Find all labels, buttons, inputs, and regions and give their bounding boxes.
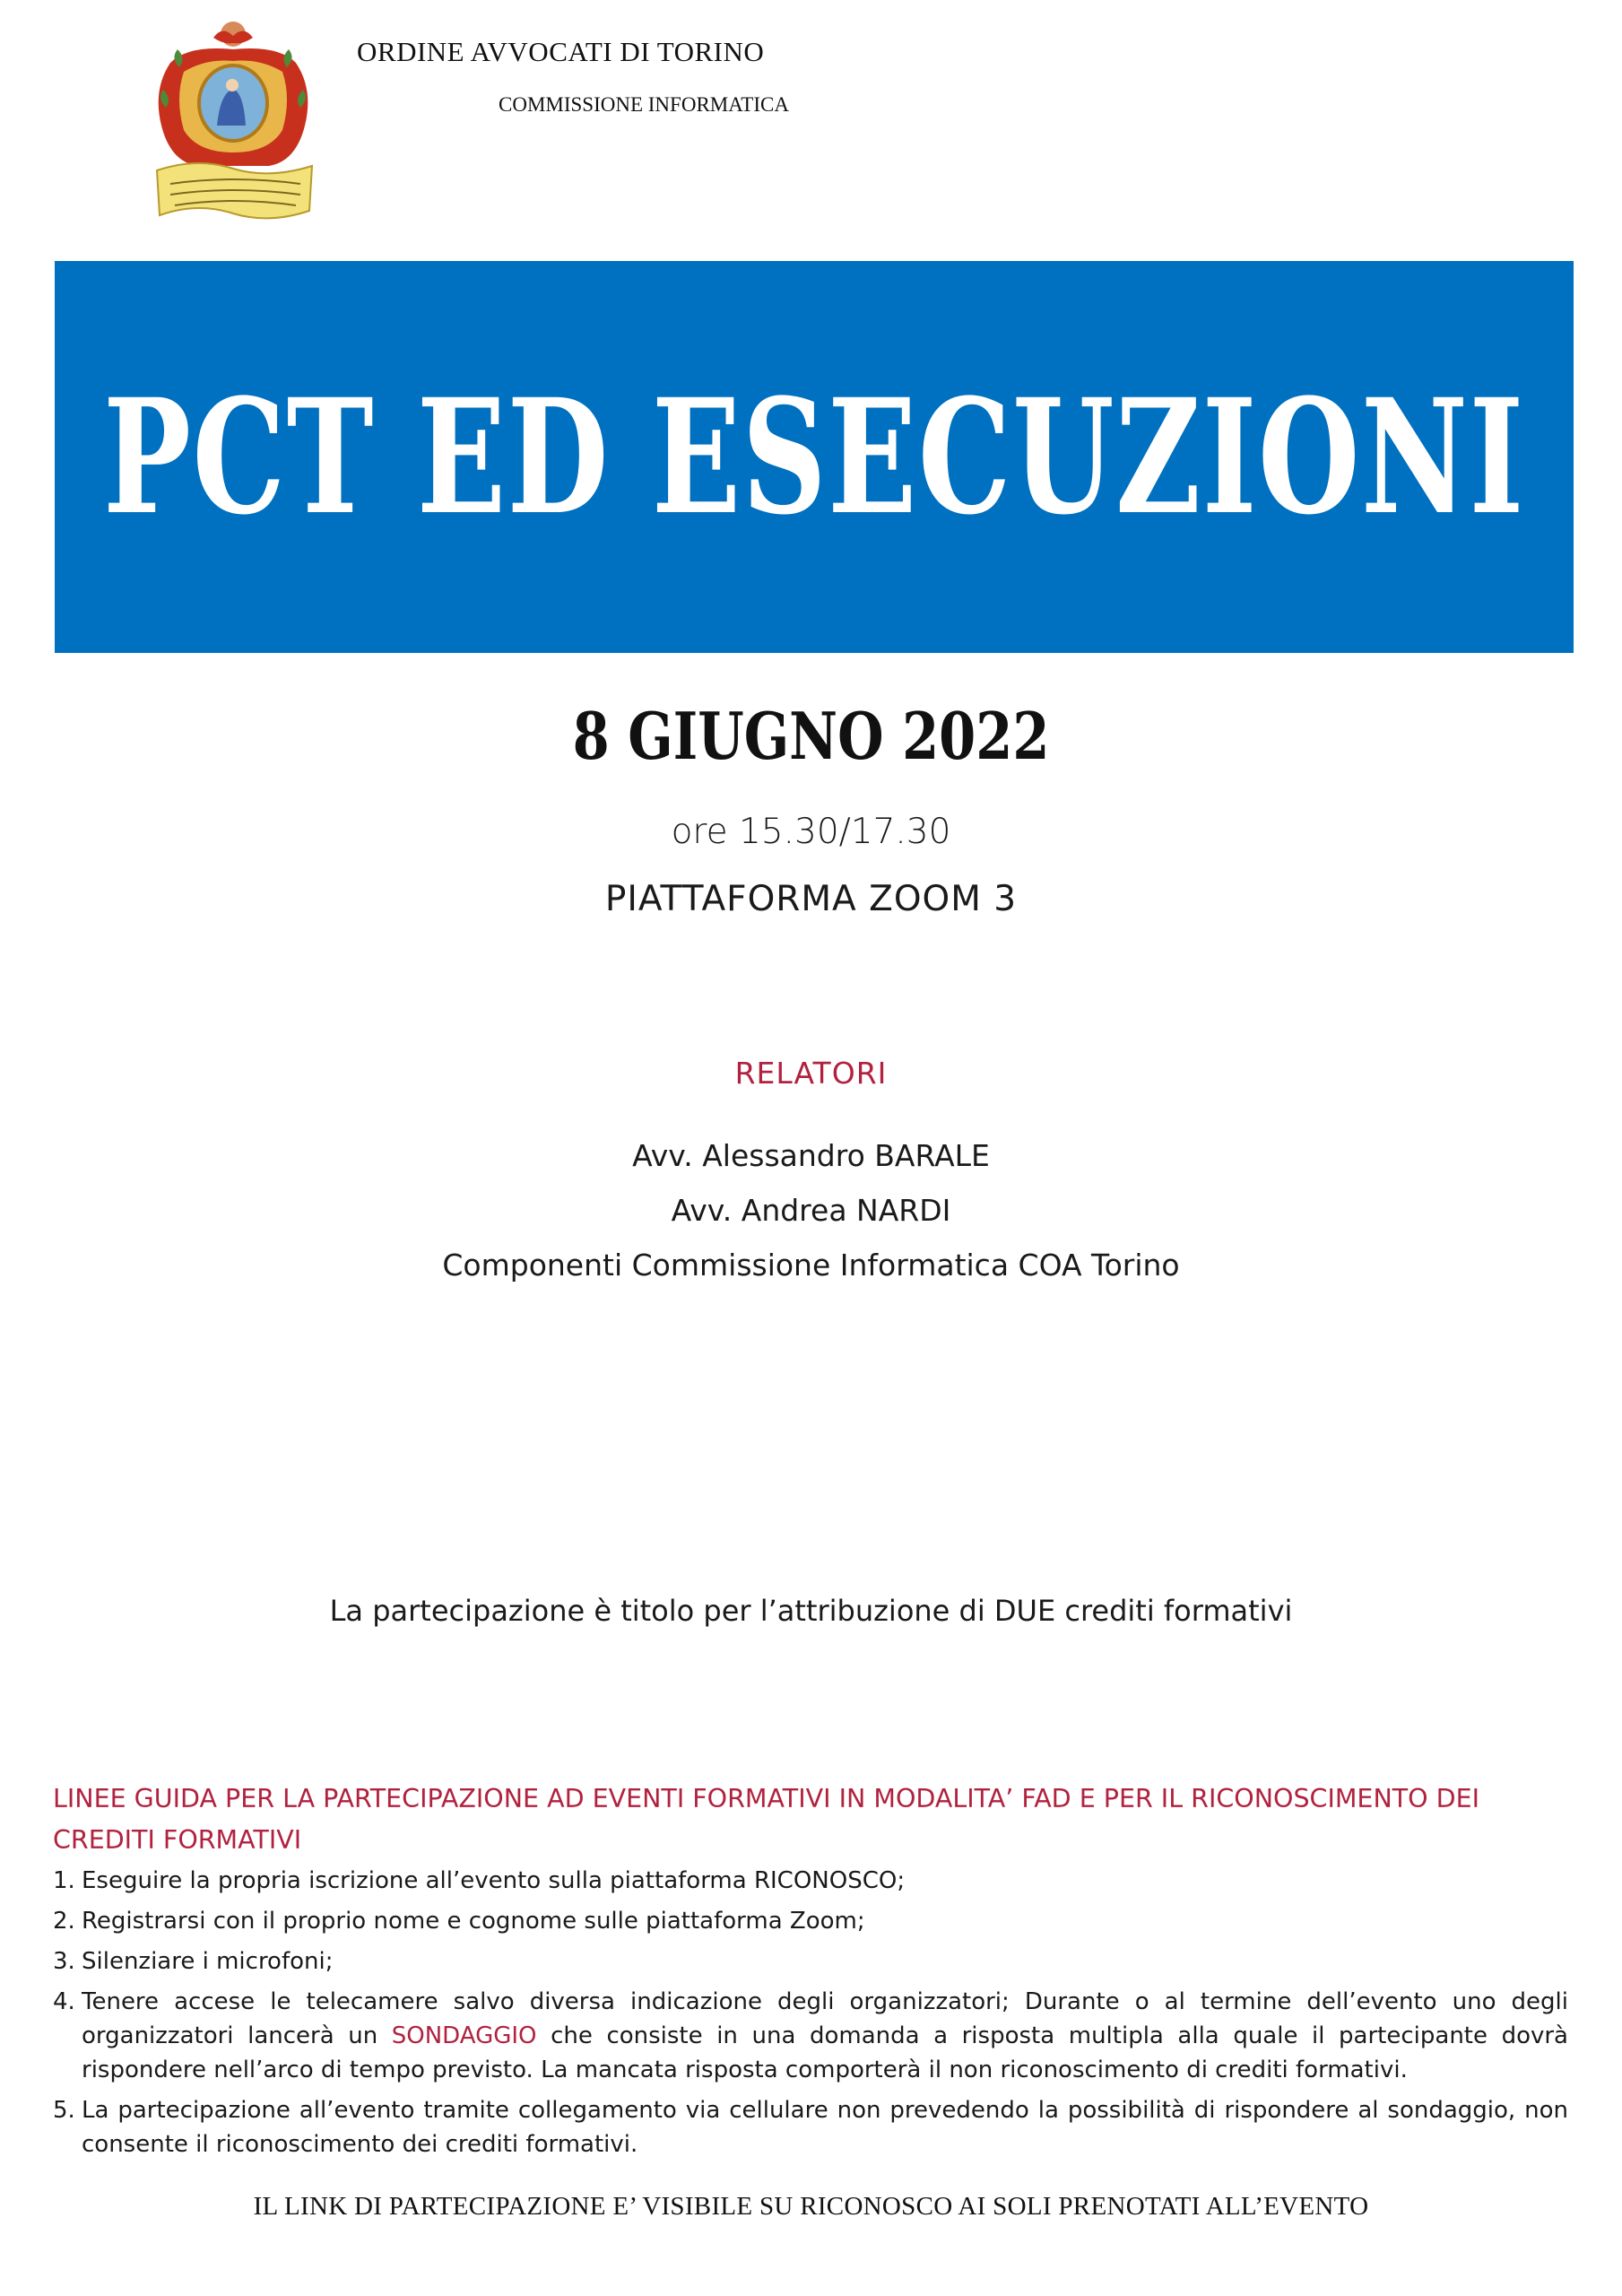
list-text: Tenere accese le telecamere salvo diversa indicazione degli organizzatori; Durante o al termine dell’evento uno degli organizzatori lancerà un: [82, 1988, 1568, 2049]
event-platform: PIATTAFORMA ZOOM 3: [604, 879, 1018, 919]
org-name: ORDINE AVVOCATI DI TORINO: [357, 36, 765, 67]
speaker-item: Avv. Andrea NARDI: [671, 1193, 951, 1228]
credits-text: La partecipazione è titolo per l’attribuzione di DUE crediti formativi: [329, 1594, 1293, 1628]
speakers-heading: RELATORI: [734, 1056, 888, 1091]
list-number: 2.: [53, 1908, 75, 1935]
org-commission: COMMISSIONE INFORMATICA: [499, 93, 789, 116]
list-item: [53, 1864, 1568, 1898]
list-item: [53, 1985, 1568, 2087]
list-text: Registrarsi con il proprio nome e cognome sulle piattaforma Zoom;: [82, 1908, 865, 1935]
list-text: Eseguire la propria iscrizione all’evento sulla piattaforma RICONOSCO;: [82, 1867, 906, 1894]
list-number: 3.: [53, 1948, 75, 1975]
event-title: PCT ED ESECUZIONI: [103, 364, 1525, 550]
list-text: La partecipazione all’evento tramite collegamento via cellulare non prevedendo la possibilità di rispondere al sondaggio, non consente il riconoscimento dei crediti formativi.: [82, 2097, 1568, 2158]
sondaggio-highlight: SONDAGGIO: [391, 2022, 537, 2049]
guidelines-list: [53, 1864, 1568, 2168]
list-text: Silenziare i microfoni;: [82, 1948, 334, 1975]
list-item: [53, 2093, 1568, 2161]
guidelines-heading: LINEE GUIDA PER LA PARTECIPAZIONE AD EVENTI FORMATIVI IN MODALITA’ FAD E PER IL RICONOSCIMENTO DEI CREDITI FORMATIVI: [53, 1784, 1480, 1855]
list-number: 1.: [53, 1867, 75, 1894]
speaker-item: Avv. Alessandro BARALE: [632, 1138, 990, 1173]
footer-note: IL LINK DI PARTECIPAZIONE E’ VISIBILE SU RICONOSCO AI SOLI PRENOTATI ALL’EVENTO: [253, 2192, 1369, 2221]
title-banner: [55, 261, 1574, 653]
event-date: 8 GIUGNO 2022: [572, 698, 1050, 774]
coat-of-arms-logo: [143, 9, 323, 224]
list-number: 4.: [53, 1988, 75, 2015]
event-time: ore 15.30/17.30: [671, 812, 951, 852]
list-number: 5.: [53, 2097, 75, 2124]
list-text: che consiste in una domanda a risposta multipla alla quale il partecipante dovrà rispondere nell’arco di tempo previsto. La mancata risposta comporterà il non riconoscimento di crediti formativi.: [82, 2022, 1568, 2083]
speaker-role: Componenti Commissione Informatica COA Torino: [442, 1248, 1180, 1283]
list-item: [53, 1904, 1568, 1938]
list-item: [53, 1944, 1568, 1979]
